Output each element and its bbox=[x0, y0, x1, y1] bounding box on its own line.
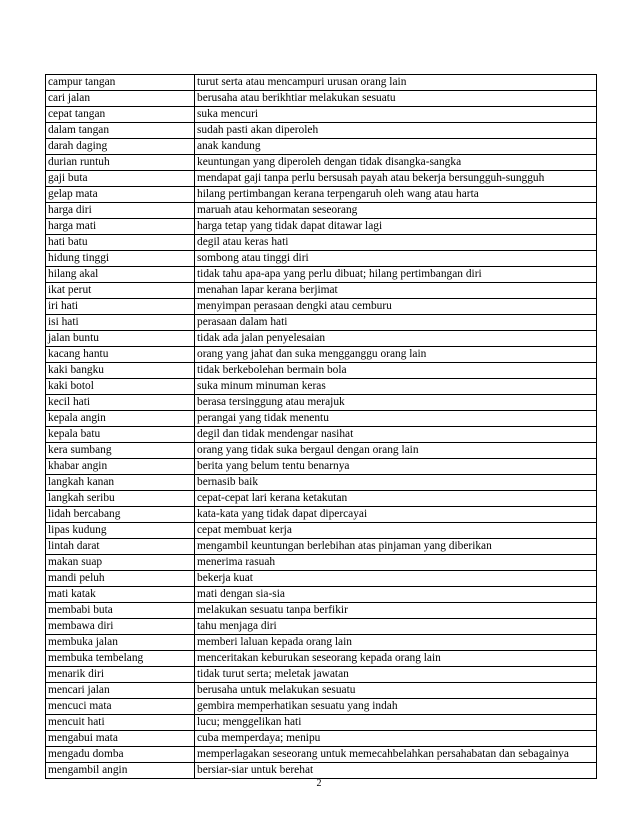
idiom-meaning-cell: bekerja kuat bbox=[195, 571, 597, 587]
table-row bbox=[46, 395, 597, 411]
idiom-term-cell: ikat perut bbox=[46, 283, 195, 299]
idiom-meaning-cell: perasaan dalam hati bbox=[195, 315, 597, 331]
table-row bbox=[46, 155, 597, 171]
idiom-term-cell: membabi buta bbox=[46, 603, 195, 619]
table-row bbox=[46, 699, 597, 715]
idiom-term-cell: mencuci mata bbox=[46, 699, 195, 715]
table-row bbox=[46, 587, 597, 603]
idiom-term-cell: hilang akal bbox=[46, 267, 195, 283]
idiom-term-cell: hidung tinggi bbox=[46, 251, 195, 267]
idiom-meaning-cell: bernasib baik bbox=[195, 475, 597, 491]
idiom-meaning-cell: mati dengan sia-sia bbox=[195, 587, 597, 603]
table-row bbox=[46, 507, 597, 523]
table-row bbox=[46, 379, 597, 395]
table-row bbox=[46, 411, 597, 427]
table-row bbox=[46, 619, 597, 635]
idiom-term-cell: iri hati bbox=[46, 299, 195, 315]
idiom-term-cell: harga mati bbox=[46, 219, 195, 235]
idiom-meaning-cell: memperlagakan seseorang untuk memecahbelahkan persahabatan dan sebagainya bbox=[195, 747, 597, 763]
idiom-table bbox=[45, 74, 597, 779]
idiom-term-cell: isi hati bbox=[46, 315, 195, 331]
idiom-term-cell: gaji buta bbox=[46, 171, 195, 187]
idiom-meaning-cell: menyimpan perasaan dengki atau cemburu bbox=[195, 299, 597, 315]
idiom-term-cell: mandi peluh bbox=[46, 571, 195, 587]
idiom-meaning-cell: degil dan tidak mendengar nasihat bbox=[195, 427, 597, 443]
table-row bbox=[46, 107, 597, 123]
idiom-term-cell: mengadu domba bbox=[46, 747, 195, 763]
table-row bbox=[46, 667, 597, 683]
idiom-term-cell: mencuit hati bbox=[46, 715, 195, 731]
idiom-term-cell: kepala angin bbox=[46, 411, 195, 427]
idiom-meaning-cell: tahu menjaga diri bbox=[195, 619, 597, 635]
idiom-term-cell: kacang hantu bbox=[46, 347, 195, 363]
table-row bbox=[46, 747, 597, 763]
idiom-meaning-cell: sudah pasti akan diperoleh bbox=[195, 123, 597, 139]
table-row bbox=[46, 203, 597, 219]
table-row bbox=[46, 443, 597, 459]
page-number: 2 bbox=[316, 778, 322, 789]
idiom-meaning-cell: tidak berkebolehan bermain bola bbox=[195, 363, 597, 379]
table-row bbox=[46, 491, 597, 507]
idiom-meaning-cell: orang yang jahat dan suka mengganggu orang lain bbox=[195, 347, 597, 363]
idiom-meaning-cell: cepat-cepat lari kerana ketakutan bbox=[195, 491, 597, 507]
idiom-meaning-cell: sombong atau tinggi diri bbox=[195, 251, 597, 267]
table-row bbox=[46, 651, 597, 667]
table-row bbox=[46, 75, 597, 91]
idiom-meaning-cell: maruah atau kehormatan seseorang bbox=[195, 203, 597, 219]
idiom-meaning-cell: menahan lapar kerana berjimat bbox=[195, 283, 597, 299]
idiom-term-cell: khabar angin bbox=[46, 459, 195, 475]
table-row bbox=[46, 731, 597, 747]
idiom-meaning-cell: memberi laluan kepada orang lain bbox=[195, 635, 597, 651]
idiom-term-cell: campur tangan bbox=[46, 75, 195, 91]
idiom-term-cell: langkah seribu bbox=[46, 491, 195, 507]
idiom-meaning-cell: tidak tahu apa-apa yang perlu dibuat; hilang pertimbangan diri bbox=[195, 267, 597, 283]
idiom-term-cell: menarik diri bbox=[46, 667, 195, 683]
idiom-term-cell: mati katak bbox=[46, 587, 195, 603]
idiom-meaning-cell: mendapat gaji tanpa perlu bersusah payah atau bekerja bersungguh-sungguh bbox=[195, 171, 597, 187]
table-row bbox=[46, 763, 597, 779]
idiom-term-cell: kepala batu bbox=[46, 427, 195, 443]
idiom-term-cell: gelap mata bbox=[46, 187, 195, 203]
idiom-meaning-cell: bersiar-siar untuk berehat bbox=[195, 763, 597, 779]
idiom-meaning-cell: perangai yang tidak menentu bbox=[195, 411, 597, 427]
idiom-term-cell: mengambil angin bbox=[46, 763, 195, 779]
idiom-term-cell: harga diri bbox=[46, 203, 195, 219]
idiom-meaning-cell: mengambil keuntungan berlebihan atas pinjaman yang diberikan bbox=[195, 539, 597, 555]
idiom-term-cell: membawa diri bbox=[46, 619, 195, 635]
idiom-term-cell: membuka tembelang bbox=[46, 651, 195, 667]
idiom-meaning-cell: menceritakan keburukan seseorang kepada orang lain bbox=[195, 651, 597, 667]
idiom-term-cell: mengabui mata bbox=[46, 731, 195, 747]
idiom-term-cell: kaki bangku bbox=[46, 363, 195, 379]
table-row bbox=[46, 427, 597, 443]
idiom-meaning-cell: menerima rasuah bbox=[195, 555, 597, 571]
idiom-meaning-cell: gembira memperhatikan sesuatu yang indah bbox=[195, 699, 597, 715]
idiom-meaning-cell: harga tetap yang tidak dapat ditawar lagi bbox=[195, 219, 597, 235]
table-row bbox=[46, 283, 597, 299]
table-row bbox=[46, 219, 597, 235]
idiom-term-cell: membuka jalan bbox=[46, 635, 195, 651]
idiom-term-cell: cepat tangan bbox=[46, 107, 195, 123]
idiom-term-cell: kecil hati bbox=[46, 395, 195, 411]
table-row bbox=[46, 523, 597, 539]
table-row bbox=[46, 363, 597, 379]
table-row bbox=[46, 635, 597, 651]
table-row bbox=[46, 299, 597, 315]
table-row bbox=[46, 123, 597, 139]
idiom-meaning-cell: berasa tersinggung atau merajuk bbox=[195, 395, 597, 411]
table-row bbox=[46, 571, 597, 587]
idiom-meaning-cell: tidak turut serta; meletak jawatan bbox=[195, 667, 597, 683]
idiom-term-cell: lidah bercabang bbox=[46, 507, 195, 523]
idiom-meaning-cell: keuntungan yang diperoleh dengan tidak disangka-sangka bbox=[195, 155, 597, 171]
table-row bbox=[46, 91, 597, 107]
idiom-meaning-cell: cuba memperdaya; menipu bbox=[195, 731, 597, 747]
idiom-term-cell: kera sumbang bbox=[46, 443, 195, 459]
idiom-term-cell: mencari jalan bbox=[46, 683, 195, 699]
idiom-meaning-cell: kata-kata yang tidak dapat dipercayai bbox=[195, 507, 597, 523]
idiom-term-cell: lipas kudung bbox=[46, 523, 195, 539]
idiom-term-cell: cari jalan bbox=[46, 91, 195, 107]
idiom-term-cell: lintah darat bbox=[46, 539, 195, 555]
idiom-term-cell: jalan buntu bbox=[46, 331, 195, 347]
idiom-meaning-cell: suka minum minuman keras bbox=[195, 379, 597, 395]
table-row bbox=[46, 683, 597, 699]
idiom-meaning-cell: tidak ada jalan penyelesaian bbox=[195, 331, 597, 347]
idiom-term-cell: makan suap bbox=[46, 555, 195, 571]
table-row bbox=[46, 347, 597, 363]
idiom-meaning-cell: berita yang belum tentu benarnya bbox=[195, 459, 597, 475]
table-row bbox=[46, 251, 597, 267]
idiom-term-cell: hati batu bbox=[46, 235, 195, 251]
idiom-meaning-cell: cepat membuat kerja bbox=[195, 523, 597, 539]
idiom-meaning-cell: orang yang tidak suka bergaul dengan orang lain bbox=[195, 443, 597, 459]
table-row bbox=[46, 459, 597, 475]
idiom-meaning-cell: melakukan sesuatu tanpa berfikir bbox=[195, 603, 597, 619]
idiom-meaning-cell: berusaha atau berikhtiar melakukan sesuatu bbox=[195, 91, 597, 107]
table-row bbox=[46, 555, 597, 571]
table-row bbox=[46, 139, 597, 155]
idiom-meaning-cell: turut serta atau mencampuri urusan orang lain bbox=[195, 75, 597, 91]
table-row bbox=[46, 715, 597, 731]
idiom-meaning-cell: lucu; menggelikan hati bbox=[195, 715, 597, 731]
table-row bbox=[46, 475, 597, 491]
idiom-term-cell: durian runtuh bbox=[46, 155, 195, 171]
idiom-meaning-cell: anak kandung bbox=[195, 139, 597, 155]
idiom-meaning-cell: degil atau keras hati bbox=[195, 235, 597, 251]
table-row bbox=[46, 267, 597, 283]
table-row bbox=[46, 171, 597, 187]
idiom-meaning-cell: suka mencuri bbox=[195, 107, 597, 123]
idiom-term-cell: dalam tangan bbox=[46, 123, 195, 139]
idiom-term-cell: kaki botol bbox=[46, 379, 195, 395]
idiom-term-cell: langkah kanan bbox=[46, 475, 195, 491]
table-row bbox=[46, 315, 597, 331]
idiom-meaning-cell: berusaha untuk melakukan sesuatu bbox=[195, 683, 597, 699]
table-row bbox=[46, 603, 597, 619]
table-row bbox=[46, 331, 597, 347]
table-row bbox=[46, 235, 597, 251]
table-row bbox=[46, 187, 597, 203]
table-row bbox=[46, 539, 597, 555]
idiom-term-cell: darah daging bbox=[46, 139, 195, 155]
idiom-table-body bbox=[46, 75, 597, 779]
idiom-meaning-cell: hilang pertimbangan kerana terpengaruh oleh wang atau harta bbox=[195, 187, 597, 203]
